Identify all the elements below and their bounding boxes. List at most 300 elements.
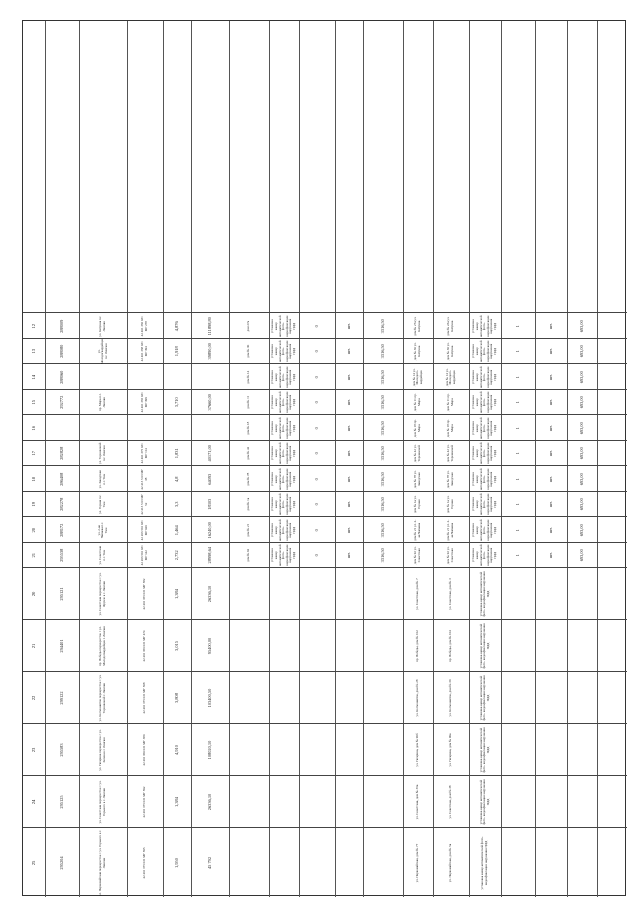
cell-name bbox=[79, 339, 127, 365]
cell-text-u1: шт. bbox=[345, 348, 351, 355]
cell-text-q2: 1 bbox=[514, 477, 520, 480]
column-divider bbox=[269, 620, 270, 671]
cell-text-kb: ул. Советская, дом № 3 bbox=[448, 578, 453, 610]
cell-name bbox=[79, 724, 127, 776]
cell-area bbox=[163, 828, 191, 898]
cell-text-n: 19 bbox=[30, 501, 36, 507]
column-divider bbox=[269, 672, 270, 723]
cell-text-kad: 42 401 365 031 МГ 399 bbox=[140, 392, 148, 413]
cell-text-kb: дом № 21 ул. 2-ая Чапаева bbox=[446, 519, 454, 541]
cell-n bbox=[23, 492, 45, 518]
column-divider bbox=[269, 776, 270, 827]
cell-n bbox=[23, 441, 45, 467]
cell-u1 bbox=[335, 543, 363, 569]
cell-text-name: ул. Катунна п.г. Лянгаш bbox=[98, 315, 106, 337]
column-divider bbox=[229, 21, 230, 312]
cell-kad bbox=[127, 620, 163, 672]
cell-u1 bbox=[335, 313, 363, 339]
cell-text-n: 24 bbox=[30, 799, 36, 805]
cell-text-kad: 42 401 368 031 МГ 394 bbox=[140, 341, 148, 362]
cell-n bbox=[23, 364, 45, 390]
cell-spec bbox=[469, 620, 501, 672]
cell-text-spec: установка камер автоматической фото- видеофиксации нарушения ПДД bbox=[478, 779, 490, 825]
cell-text-kb: пр. Победы, дом № 104 bbox=[448, 630, 453, 662]
cell-text-cost: 95400,00 bbox=[206, 637, 212, 655]
cell-u2 bbox=[535, 441, 567, 467]
cell-name bbox=[79, 441, 127, 467]
cell-cost bbox=[191, 517, 229, 543]
cell-area bbox=[163, 466, 191, 492]
cell-text-q1: 0 bbox=[313, 528, 319, 531]
cell-spec2 bbox=[469, 466, 501, 492]
cell-text-q1: 0 bbox=[313, 324, 319, 327]
cell-ka bbox=[403, 517, 433, 543]
cell-kad bbox=[127, 313, 163, 339]
column-divider bbox=[501, 828, 502, 897]
cell-cost bbox=[191, 724, 229, 776]
cell-text-cost: 18303 bbox=[206, 498, 212, 510]
cell-name bbox=[79, 620, 127, 672]
cell-text-code: 295583 bbox=[58, 743, 64, 757]
cell-text-ka: ул. Гагарина, дом № 90б bbox=[415, 733, 420, 767]
cell-kb bbox=[433, 313, 469, 339]
cell-text-d1: дом № 21 bbox=[246, 523, 251, 537]
column-divider bbox=[597, 313, 598, 338]
cell-text-price1: 3316,50 bbox=[379, 318, 385, 333]
cell-text-name: ул. Гагарина перекресток с ул. Зелена в г. Лянгаш bbox=[98, 729, 106, 771]
column-divider bbox=[335, 672, 336, 723]
cell-kb bbox=[433, 364, 469, 390]
cell-ka bbox=[403, 339, 433, 365]
cell-name bbox=[79, 568, 127, 620]
cell-text-u1: шт. bbox=[345, 526, 351, 533]
cell-cost bbox=[191, 492, 229, 518]
column-divider bbox=[597, 517, 598, 542]
cell-text-kad bbox=[128, 366, 162, 388]
cell-ka bbox=[403, 828, 433, 898]
cell-text-d1: дом № 92 bbox=[246, 548, 251, 562]
cell-price2 bbox=[567, 415, 597, 441]
cell-text-area: 1,831 bbox=[173, 448, 179, 459]
cell-text-u2: шт. bbox=[547, 322, 553, 329]
cell-ka bbox=[403, 313, 433, 339]
cell-price1 bbox=[363, 313, 403, 339]
cell-d1 bbox=[229, 441, 269, 467]
cell-text-spec2: установка камер автоматической фото- видеофиксации нарушения ПДД bbox=[471, 391, 497, 413]
cell-text-u1: шт. bbox=[345, 475, 351, 482]
cell-ka bbox=[403, 390, 433, 416]
cell-text-name: пр. Мира п.г. Лянгаш bbox=[98, 393, 106, 411]
cell-text-price1: 3316,50 bbox=[379, 497, 385, 512]
cell-text-q1: 0 bbox=[313, 503, 319, 506]
cell-text-u2: шт. bbox=[547, 526, 553, 533]
cell-price1 bbox=[363, 339, 403, 365]
cell-code bbox=[45, 313, 79, 339]
cell-text-code: 294401 bbox=[58, 639, 64, 653]
cell-text-ka: дом № 21 ул. 2-ая Чапаева bbox=[413, 519, 421, 541]
cell-text-u1: шт. bbox=[345, 373, 351, 380]
cell-text-code: 288009 bbox=[58, 319, 64, 333]
column-divider bbox=[79, 21, 80, 312]
cell-spec2 bbox=[469, 364, 501, 390]
column-divider bbox=[597, 620, 598, 671]
cell-text-price2: 693,00 bbox=[578, 447, 584, 460]
cell-u2 bbox=[535, 466, 567, 492]
cell-price1 bbox=[363, 492, 403, 518]
cell-d1 bbox=[229, 543, 269, 569]
cell-n bbox=[23, 724, 45, 776]
cell-text-kb: ул. Космонавтов, дом № 30 bbox=[448, 679, 453, 717]
cell-text-spec: установка камер автоматической фото- видеофиксации нарушения ПДД bbox=[270, 366, 296, 388]
cell-n bbox=[23, 517, 45, 543]
cell-price2 bbox=[567, 441, 597, 467]
cell-spec bbox=[269, 466, 299, 492]
cell-kb bbox=[433, 517, 469, 543]
cell-name bbox=[79, 466, 127, 492]
column-divider bbox=[567, 620, 568, 671]
cell-code bbox=[45, 776, 79, 828]
column-divider bbox=[535, 568, 536, 619]
cell-text-kad: 42 401 360 031 МГ 380 bbox=[142, 734, 147, 766]
cell-u2 bbox=[535, 364, 567, 390]
cell-text-u1: шт. bbox=[345, 399, 351, 406]
cell-text-ka: дом № 42 ул. Терешковой bbox=[413, 444, 421, 463]
cell-spec bbox=[269, 492, 299, 518]
cell-text-name: ул. Первомайская перекресток с ул. Горького в г. Лянгаш bbox=[98, 830, 106, 896]
cell-q2 bbox=[501, 441, 535, 467]
column-divider bbox=[269, 724, 270, 775]
cell-name bbox=[79, 415, 127, 441]
cell-text-u2: шт. bbox=[547, 373, 553, 380]
cell-text-u2: шт. bbox=[547, 424, 553, 431]
cell-text-spec2: установка камер автоматической фото- видеофиксации нарушения ПДД bbox=[471, 493, 497, 515]
cell-kad bbox=[127, 415, 163, 441]
column-divider bbox=[597, 441, 598, 466]
cell-name bbox=[79, 517, 127, 543]
cell-text-name: ул. Молодогвардейцев п.г. Лянгаш bbox=[96, 338, 108, 364]
cell-text-price2: 693,00 bbox=[578, 472, 584, 485]
cell-text-price1: 3316,50 bbox=[379, 395, 385, 410]
cell-text-spec: установка камер автоматической фото- видеофиксации нарушения ПДД bbox=[270, 315, 296, 337]
cell-text-n: 15 bbox=[30, 399, 36, 405]
cell-name bbox=[79, 364, 127, 390]
cell-text-q1: 0 bbox=[313, 554, 319, 557]
cell-price2 bbox=[567, 492, 597, 518]
cell-d1 bbox=[229, 364, 269, 390]
cell-text-u2: шт. bbox=[547, 475, 553, 482]
cell-text-spec2: установка камер автоматической фото- видеофиксации нарушения ПДД bbox=[471, 468, 497, 490]
column-divider bbox=[45, 21, 46, 312]
cell-q1 bbox=[299, 364, 335, 390]
cell-text-q2: 1 bbox=[514, 324, 520, 327]
cell-q1 bbox=[299, 339, 335, 365]
cell-name bbox=[79, 543, 127, 569]
cell-text-code: 295204 bbox=[58, 856, 64, 870]
column-divider bbox=[229, 724, 230, 775]
cell-area bbox=[163, 776, 191, 828]
cell-text-ka: дом № 27а ул. Катунна bbox=[413, 316, 421, 336]
cell-text-area: 3,808 bbox=[173, 693, 179, 703]
column-divider bbox=[163, 21, 164, 312]
column-divider bbox=[433, 21, 434, 312]
cell-text-price1: 3316,50 bbox=[379, 548, 385, 563]
cell-text-d1: дом 27а bbox=[246, 320, 251, 332]
cell-spec2 bbox=[469, 441, 501, 467]
cell-code bbox=[45, 390, 79, 416]
cell-n bbox=[23, 568, 45, 620]
cell-text-code: 295125 bbox=[58, 795, 64, 809]
column-divider bbox=[363, 672, 364, 723]
cell-text-q2: 1 bbox=[514, 426, 520, 429]
cell-text-kad: 42 401 375 031 МГ 508 bbox=[142, 682, 147, 714]
cell-text-area: 1,918 bbox=[173, 346, 179, 357]
cell-q1 bbox=[299, 466, 335, 492]
cell-spec bbox=[269, 339, 299, 365]
cell-area bbox=[163, 390, 191, 416]
cell-spec2 bbox=[469, 390, 501, 416]
cell-text-area bbox=[164, 366, 190, 388]
cell-ka bbox=[403, 364, 433, 390]
cell-text-d1: дом № 30 bbox=[246, 344, 251, 358]
table-row bbox=[23, 465, 627, 491]
cell-q2 bbox=[501, 390, 535, 416]
cell-text-cost bbox=[192, 417, 228, 439]
cell-kad bbox=[127, 672, 163, 724]
cell-text-area: 4,8 bbox=[173, 476, 179, 482]
cell-text-n: 21 bbox=[30, 643, 36, 649]
cell-kb bbox=[433, 441, 469, 467]
cell-d1 bbox=[229, 390, 269, 416]
cell-text-cost: 37660,00 bbox=[206, 394, 212, 411]
cell-ka bbox=[403, 776, 433, 828]
cell-q2 bbox=[501, 313, 535, 339]
cell-text-code: 288060 bbox=[58, 370, 64, 384]
cell-q1 bbox=[299, 415, 335, 441]
cell-text-n: 21 bbox=[30, 552, 36, 558]
cell-text-u2: шт. bbox=[547, 399, 553, 406]
cell-code bbox=[45, 415, 79, 441]
cell-text-n: 20 bbox=[30, 591, 36, 597]
column-divider bbox=[597, 776, 598, 827]
cell-d1 bbox=[229, 517, 269, 543]
column-divider bbox=[229, 568, 230, 619]
cell-text-n: 18 bbox=[30, 476, 36, 482]
cell-text-spec2: установка камер автоматической фото- видеофиксации нарушения ПДД bbox=[471, 315, 497, 337]
cell-text-ka: ул. Первомайская, дом № 77 bbox=[415, 843, 420, 883]
cell-name bbox=[79, 492, 127, 518]
cell-kad bbox=[127, 776, 163, 828]
cell-kad bbox=[127, 441, 163, 467]
cell-text-u1: шт. bbox=[345, 501, 351, 508]
cell-text-area: 2,732 bbox=[173, 550, 179, 561]
cell-ka bbox=[403, 466, 433, 492]
cell-text-code: 282828 bbox=[58, 446, 64, 460]
column-divider bbox=[567, 672, 568, 723]
cell-text-name: ул. Терешковой п.г. Лянгаш bbox=[98, 442, 106, 464]
column-divider bbox=[269, 21, 270, 312]
cell-kad bbox=[127, 492, 163, 518]
cell-area bbox=[163, 415, 191, 441]
column-divider bbox=[597, 828, 598, 897]
column-divider bbox=[567, 568, 568, 619]
cell-spec2 bbox=[469, 339, 501, 365]
cell-text-q2: 1 bbox=[514, 401, 520, 404]
cell-price2 bbox=[567, 313, 597, 339]
cell-text-kad: 42 401 355 031 МГ 582 bbox=[142, 578, 147, 610]
cell-u2 bbox=[535, 517, 567, 543]
column-divider bbox=[567, 724, 568, 775]
cell-cost bbox=[191, 543, 229, 569]
column-divider bbox=[335, 776, 336, 827]
cell-text-name: ул. Советская п.г. Тюк bbox=[98, 546, 106, 565]
column-divider bbox=[299, 620, 300, 671]
cell-text-ka: дом № 30 ул. Катунна bbox=[413, 342, 421, 361]
cell-price2 bbox=[567, 543, 597, 569]
cell-spec bbox=[269, 313, 299, 339]
cell-cost bbox=[191, 390, 229, 416]
cell-cost bbox=[191, 466, 229, 492]
column-divider bbox=[363, 620, 364, 671]
cell-area bbox=[163, 620, 191, 672]
cell-text-code: 286408 bbox=[58, 472, 64, 486]
column-divider bbox=[335, 620, 336, 671]
cell-text-q2: 1 bbox=[514, 350, 520, 353]
cell-text-price1: 3316,50 bbox=[379, 471, 385, 486]
column-divider bbox=[597, 339, 598, 364]
cell-text-n: 13 bbox=[30, 348, 36, 354]
cell-text-name: ул. Заводская п.г. Тюк bbox=[98, 469, 106, 488]
cell-kb bbox=[433, 620, 469, 672]
cell-text-kad: 42 206 501 031 МГ 020 bbox=[140, 519, 148, 540]
cell-text-kb: дом № 42 ул. Терешковой bbox=[446, 444, 454, 463]
column-divider bbox=[335, 828, 336, 897]
cell-text-ka: дом № 1а ул. Горная bbox=[413, 495, 421, 513]
table-row bbox=[23, 567, 627, 619]
cell-n bbox=[23, 313, 45, 339]
column-divider bbox=[403, 21, 404, 312]
cell-text-u2: шт. bbox=[547, 450, 553, 457]
column-divider bbox=[597, 672, 598, 723]
table-row bbox=[23, 414, 627, 440]
cell-text-ka: ул. Космонавтов, дом № 28 bbox=[415, 679, 420, 717]
column-divider bbox=[335, 21, 336, 312]
column-divider bbox=[597, 543, 598, 568]
column-divider bbox=[229, 828, 230, 897]
column-divider bbox=[335, 568, 336, 619]
cell-text-q1: 0 bbox=[313, 375, 319, 378]
cell-spec bbox=[469, 568, 501, 620]
cell-ka bbox=[403, 492, 433, 518]
cell-code bbox=[45, 543, 79, 569]
cell-text-kad bbox=[128, 417, 162, 439]
column-divider bbox=[597, 390, 598, 415]
cell-spec2 bbox=[469, 313, 501, 339]
column-divider bbox=[363, 724, 364, 775]
cell-q1 bbox=[299, 492, 335, 518]
column-divider bbox=[363, 568, 364, 619]
cell-text-u1: шт. bbox=[345, 450, 351, 457]
cell-text-area bbox=[164, 417, 190, 439]
cell-text-area: 1,464 bbox=[173, 524, 179, 535]
cell-kad bbox=[127, 568, 163, 620]
cell-text-u1: шт. bbox=[345, 322, 351, 329]
cell-q1 bbox=[299, 517, 335, 543]
cell-text-area: 1,950 bbox=[173, 858, 179, 868]
cell-kad bbox=[127, 390, 163, 416]
cell-text-ka: ул. Советская, дом № 36а bbox=[415, 784, 420, 820]
document-page bbox=[22, 20, 626, 896]
cell-kad bbox=[127, 466, 163, 492]
cell-text-q2: 1 bbox=[514, 554, 520, 557]
cell-ka bbox=[403, 620, 433, 672]
cell-price1 bbox=[363, 415, 403, 441]
cell-n bbox=[23, 672, 45, 724]
table-row bbox=[23, 775, 627, 827]
cell-cost bbox=[191, 415, 229, 441]
cell-name bbox=[79, 313, 127, 339]
cell-cost bbox=[191, 828, 229, 898]
cell-text-spec: установка камер автоматической фото- видеофиксации нарушения ПДД bbox=[478, 727, 490, 773]
cell-text-kb: дом № 18 пр. Мира bbox=[446, 418, 454, 437]
column-divider bbox=[335, 724, 336, 775]
cell-text-n: 20 bbox=[30, 527, 36, 533]
cell-area bbox=[163, 313, 191, 339]
cell-kad bbox=[127, 364, 163, 390]
cell-name bbox=[79, 672, 127, 724]
column-divider bbox=[363, 21, 364, 312]
cell-n bbox=[23, 390, 45, 416]
cell-text-price2: 693,00 bbox=[578, 421, 584, 434]
column-divider bbox=[299, 724, 300, 775]
cell-text-q2: 1 bbox=[514, 375, 520, 378]
column-divider bbox=[597, 466, 598, 491]
cell-code bbox=[45, 441, 79, 467]
table-row bbox=[23, 619, 627, 671]
cell-q2 bbox=[501, 466, 535, 492]
cell-n bbox=[23, 620, 45, 672]
cell-text-ka: дом № 11 пр. Мира bbox=[413, 393, 421, 412]
cell-code bbox=[45, 466, 79, 492]
cell-text-area: 1,384 bbox=[173, 797, 179, 807]
cell-text-price2: 693,00 bbox=[578, 396, 584, 409]
cell-text-name: ул. 2-ая Чапаева п.г. Тюк bbox=[96, 521, 108, 538]
column-divider bbox=[567, 776, 568, 827]
cell-text-q2: 1 bbox=[514, 528, 520, 531]
cell-text-kad: 42 401 366 031 МГ 474 bbox=[142, 630, 147, 662]
cell-text-spec: установка камер автоматической фото- видеофиксации нарушения ПДД bbox=[270, 391, 296, 413]
cell-text-spec: установка камер автоматической фото- видеофиксации нарушения ПДД bbox=[270, 417, 296, 439]
cell-text-area: 3,3 bbox=[173, 501, 179, 507]
cell-text-q2: 1 bbox=[514, 452, 520, 455]
cell-text-d1: дом № 42 bbox=[246, 446, 251, 460]
column-divider bbox=[501, 724, 502, 775]
table-row bbox=[23, 312, 627, 338]
cell-spec bbox=[469, 776, 501, 828]
cell-area bbox=[163, 517, 191, 543]
cell-text-d1: дом № 1а bbox=[246, 497, 251, 511]
cell-text-spec: установка камер автоматической фото- видеофиксации нарушения ПДД bbox=[478, 623, 490, 669]
cell-name bbox=[79, 776, 127, 828]
cell-code bbox=[45, 568, 79, 620]
cell-u1 bbox=[335, 492, 363, 518]
cell-area bbox=[163, 441, 191, 467]
cell-area bbox=[163, 339, 191, 365]
cell-text-kad: 42 413 5 03 МГ 52 bbox=[140, 493, 148, 515]
cell-text-cost bbox=[192, 366, 228, 388]
cell-q1 bbox=[299, 390, 335, 416]
cell-text-kb: дом № 78 ул. Заводская bbox=[446, 469, 454, 488]
cell-text-kb: дом № 23а ул. Катунна bbox=[446, 316, 454, 336]
